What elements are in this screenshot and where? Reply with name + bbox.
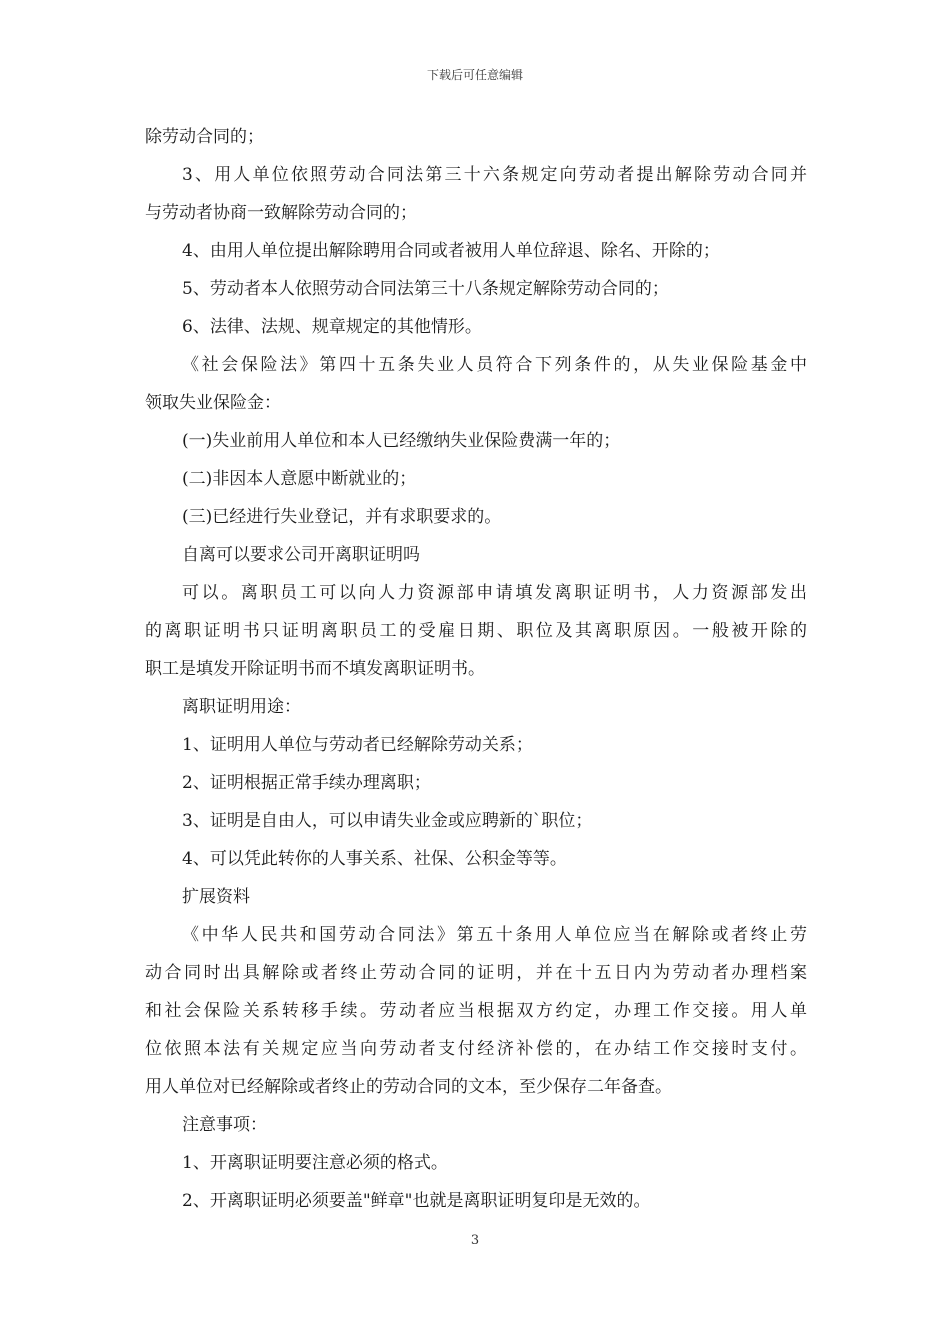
text-line: 动合同时出具解除或者终止劳动合同的证明，并在十五日内为劳动者办理档案	[145, 963, 807, 983]
text-line: (三)已经进行失业登记，并有求职要求的。	[182, 507, 502, 527]
text-line: 1、证明用人单位与劳动者已经解除劳动关系；	[182, 735, 533, 755]
text-line: 位依照本法有关规定应当向劳动者支付经济补偿的，在办结工作交接时支付。	[145, 1039, 807, 1059]
text-line: 与劳动者协商一致解除劳动合同的；	[145, 203, 417, 223]
text-line: (二)非因本人意愿中断就业的；	[182, 469, 417, 489]
text-line: 自离可以要求公司开离职证明吗	[182, 545, 420, 565]
document-body	[145, 118, 807, 1220]
text-line: 和社会保险关系转移手续。劳动者应当根据双方约定，办理工作交接。用人单	[145, 1001, 807, 1021]
text-line: 4、由用人单位提出解除聘用合同或者被用人单位辞退、除名、开除的；	[182, 241, 720, 261]
text-line: 除劳动合同的；	[145, 127, 264, 147]
text-line: 领取失业保险金：	[145, 393, 281, 413]
text-line: 用人单位对已经解除或者终止的劳动合同的文本，至少保存二年备查。	[145, 1077, 672, 1097]
text-line: 6、法律、法规、规章规定的其他情形。	[182, 317, 482, 337]
text-line: 职工是填发开除证明书而不填发离职证明书。	[145, 659, 485, 679]
text-line: 离职证明用途：	[182, 697, 301, 717]
text-line: 扩展资料	[182, 887, 250, 907]
text-line: 1、开离职证明要注意必须的格式。	[182, 1153, 448, 1173]
text-line: 3、用人单位依照劳动合同法第三十六条规定向劳动者提出解除劳动合同并	[182, 165, 807, 185]
text-line: 《社会保险法》第四十五条失业人员符合下列条件的，从失业保险基金中	[182, 355, 807, 375]
text-line: (一)失业前用人单位和本人已经缴纳失业保险费满一年的；	[182, 431, 621, 451]
text-line: 2、开离职证明必须要盖"鲜章"也就是离职证明复印是无效的。	[182, 1191, 651, 1211]
text-line: 4、可以凭此转你的人事关系、社保、公积金等等。	[182, 849, 567, 869]
text-line: 注意事项：	[182, 1115, 267, 1135]
text-line: 5、劳动者本人依照劳动合同法第三十八条规定解除劳动合同的；	[182, 279, 669, 299]
text-line: 2、证明根据正常手续办理离职；	[182, 773, 431, 793]
text-line: 可以。离职员工可以向人力资源部申请填发离职证明书，人力资源部发出	[182, 583, 807, 603]
page-number: 3	[470, 1233, 480, 1248]
header-note: 下载后可任意编辑	[426, 68, 523, 82]
text-line: 的离职证明书只证明离职员工的受雇日期、职位及其离职原因。一般被开除的	[145, 621, 807, 641]
text-line: 3、证明是自由人，可以申请失业金或应聘新的`职位；	[182, 811, 593, 831]
text-line: 《中华人民共和国劳动合同法》第五十条用人单位应当在解除或者终止劳	[182, 925, 807, 945]
